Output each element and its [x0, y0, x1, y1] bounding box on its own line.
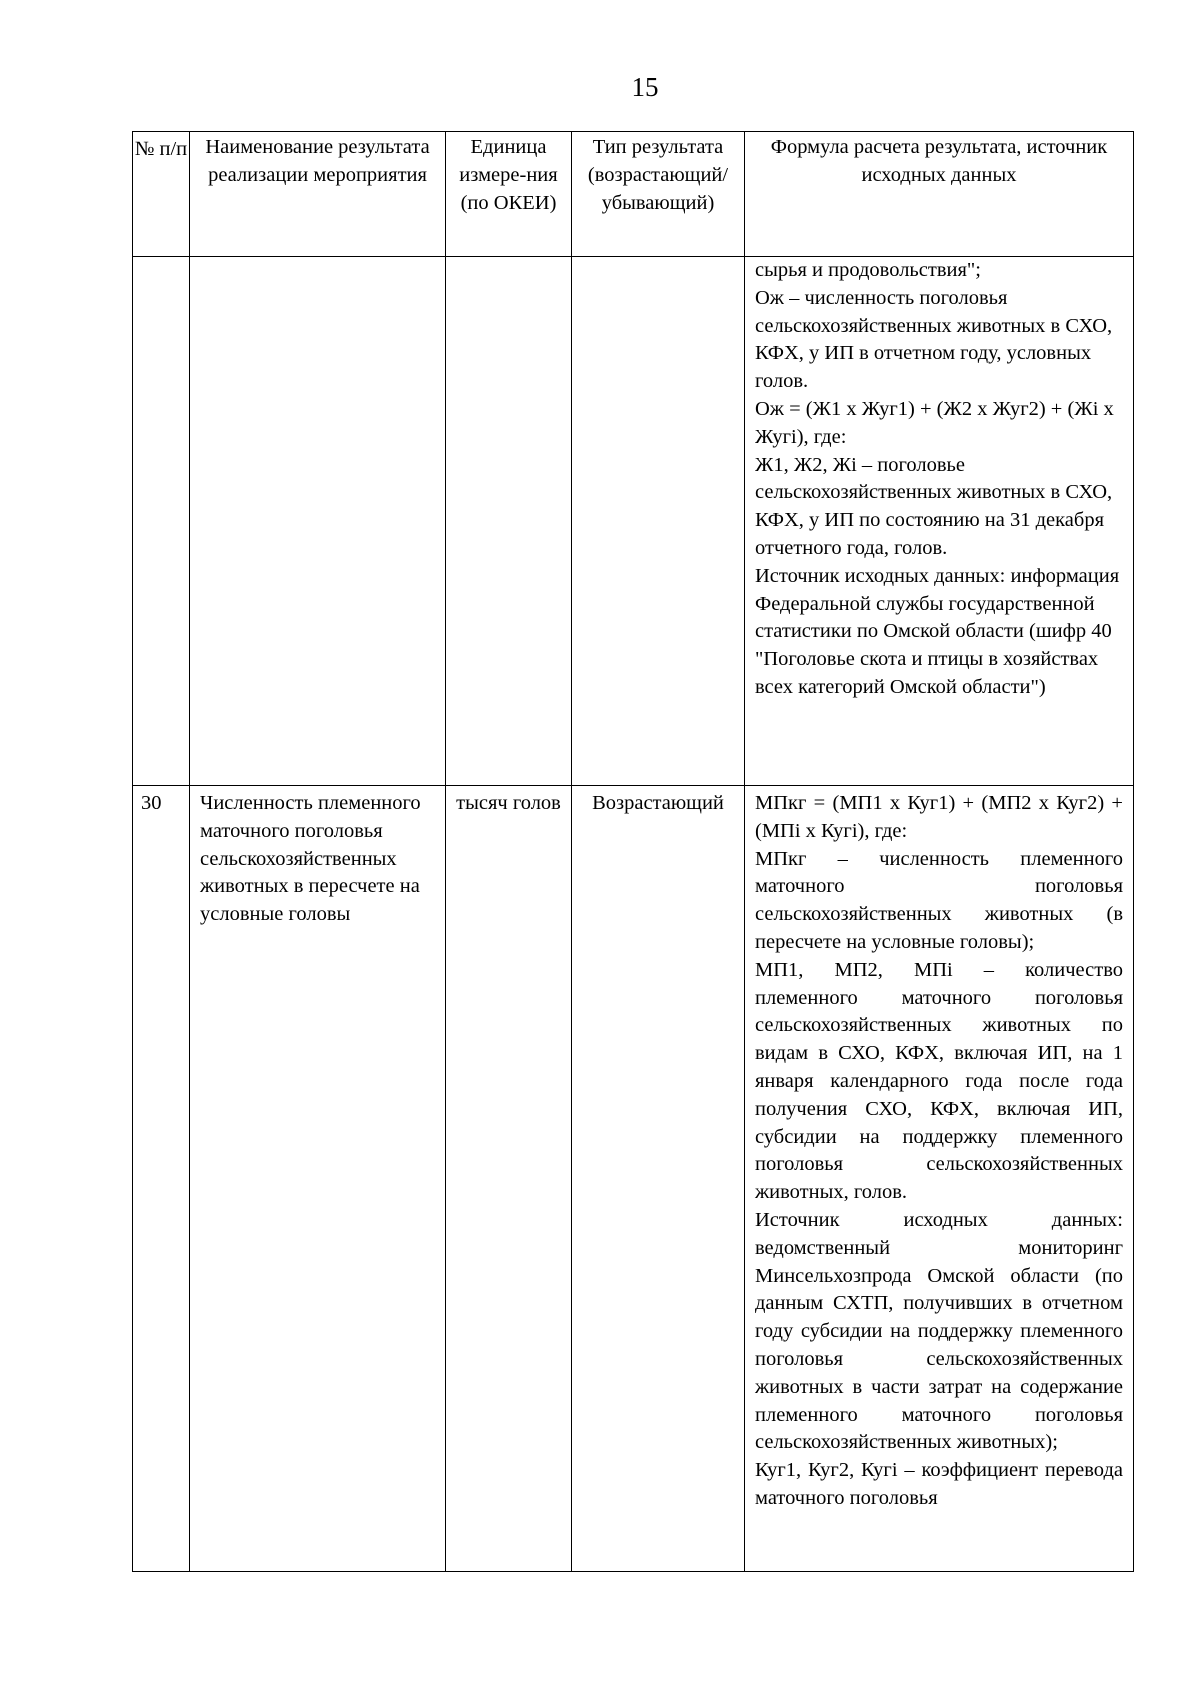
results-table [132, 131, 1134, 1572]
cell-type-text: Возрастающий [592, 792, 724, 814]
header-num [133, 132, 190, 257]
cell-unit [446, 257, 572, 786]
cell-name [190, 257, 446, 786]
cell-unit [446, 786, 572, 1572]
cell-num-text: 30 [141, 792, 162, 814]
cell-name [190, 786, 446, 1572]
header-formula-label: Формула расчета результата, источник исходных данных [770, 136, 1108, 186]
header-name-label: Наименование результата реализации мероприятия [205, 136, 430, 186]
formula-text [745, 257, 1133, 702]
formula-line: Ж1, Ж2, Жi – поголовье сельскохозяйственных животных в СХО, КФХ, у ИП по состоянию на 31 декабря отчетного года, голов. [755, 453, 1113, 559]
cell-num [133, 257, 190, 786]
header-type-label: Тип результата (возрастающий/ убывающий) [587, 136, 729, 214]
cell-type [572, 257, 745, 786]
cell-type-text [572, 257, 744, 261]
formula-line: Источник исходных данных: информация Федеральной службы государственной статистики по Омской области (шифр 40 "Поголовье скота и птицы в хозяйствах всех категорий Омской области") [755, 564, 1120, 698]
formula-line: МПкг = (МП1 x Куг1) + (МП2 x Куг2) + (МПi x Кугi), где: [755, 792, 1123, 842]
cell-unit-text [446, 257, 571, 261]
header-unit-label: Единица измере-ния (по ОКЕИ) [459, 136, 558, 214]
table-header-row [133, 132, 1134, 257]
cell-num-text [133, 257, 189, 261]
formula-line: МПкг – численность племенного маточного поголовья сельскохозяйственных животных (в пересчете на условные головы); [755, 847, 1123, 953]
table-row-continuation [133, 257, 1134, 786]
header-name [190, 132, 446, 257]
formula-line: МП1, МП2, МПi – количество племенного маточного поголовья сельскохозяйственных животных по видам в СХО, КФХ, включая ИП, на 1 января календарного года после года получения СХО, КФХ, включая ИП, субсидии на поддержку племенного поголовья сельскохозяйственных животных, голов. [755, 958, 1123, 1204]
formula-line: сырья и продовольствия"; [755, 259, 981, 281]
cell-name-text: Численность племенного маточного поголовья сельскохозяйственных животных в пересчете на условные головы [200, 792, 421, 926]
header-unit [446, 132, 572, 257]
header-num-label: № п/п [134, 138, 188, 160]
cell-unit-text: тысяч голов [456, 792, 561, 814]
cell-formula [745, 786, 1134, 1572]
table-row-30 [133, 786, 1134, 1572]
cell-name-text [190, 257, 445, 261]
cell-formula [745, 257, 1134, 786]
header-type [572, 132, 745, 257]
formula-line: Куг1, Куг2, Кугi – коэффициент перевода маточного поголовья [755, 1459, 1123, 1509]
formula-text [745, 786, 1133, 1513]
formula-line: Источник исходных данных: ведомственный мониторинг Минсельхозпрода Омской области (по данным СХТП, получивших в отчетном году субсидии на поддержку племенного поголовья сельскохозяйственных животных в части затрат на содержание племенного маточного поголовья сельскохозяйственных животных); [755, 1208, 1123, 1454]
cell-num [133, 786, 190, 1572]
formula-line: Ож – численность поголовья сельскохозяйственных животных в СХО, КФХ, у ИП в отчетном году, условных голов. [755, 286, 1113, 393]
page-number: 15 [631, 72, 659, 102]
header-formula [745, 132, 1134, 257]
formula-line: Ож = (Ж1 x Жуг1) + (Ж2 x Жуг2) + (Жi x Жугi), где: [755, 397, 1114, 448]
cell-type [572, 786, 745, 1572]
